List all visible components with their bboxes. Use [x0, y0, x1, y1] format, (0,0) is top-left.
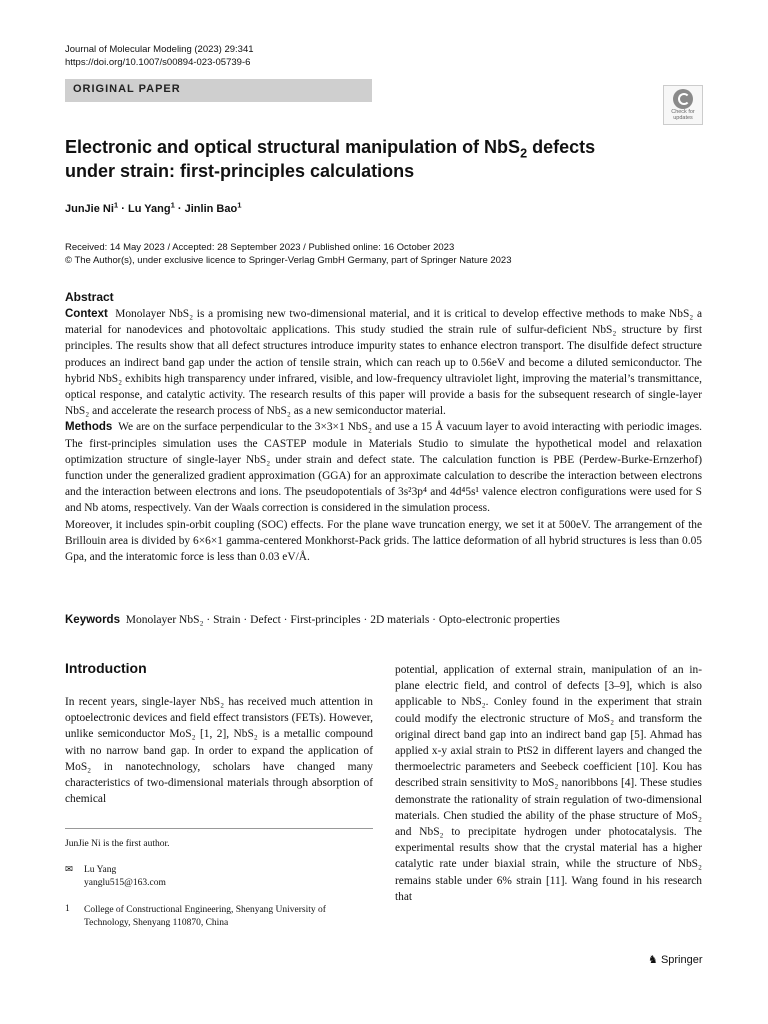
keywords-label: Keywords: [65, 614, 120, 626]
journal-citation: Journal of Molecular Modeling (2023) 29:341: [65, 44, 254, 55]
check-updates-line2: updates: [673, 115, 693, 121]
article-type-banner: [65, 79, 372, 102]
corresponding-email[interactable]: yanglu515@163.com: [84, 877, 166, 888]
author-name[interactable]: JunJie Ni: [65, 203, 114, 215]
title-line2: under strain: first-principles calculations: [65, 161, 415, 181]
context-text: Monolayer NbS₂ is a promising new two-dimensional material, and it is critical to develop effective methods to make NbS₂ a material for nanodevices and photovoltaic applications. This study studied the strain rule of sulfur-deficient NbS₂ structure by first principles. The results show that all defect structures introduce impurity states to enhance electron transport. The disulfide defect structure produces an indirect band gap under the action of tensile strain, which can reach up to 0.56eV and become a diluted semiconductor. The hybrid NbS₂ exhibits high transparency under infrared, visible, and low-frequency ultraviolet light, improving the material’s transmittance, optical response, and catalytic activity. The research results of this paper will provide a basis for the subsequent research of single-layer NbS₂ and accelerate the research process of NbS₂ as a new semiconductor material.: [65, 308, 702, 418]
intro-column-right: [395, 662, 702, 905]
doi-link[interactable]: https://doi.org/10.1007/s00894-023-05739-6: [65, 57, 251, 68]
copyright-line: © The Author(s), under exclusive licence to Springer-Verlag GmbH Germany, part of Springer Nature 2023: [65, 255, 512, 266]
footnote-divider: [65, 828, 373, 829]
springer-horse-icon: ♞: [648, 954, 658, 966]
publisher-name: Springer: [660, 954, 703, 966]
publication-dates: [65, 241, 512, 267]
author-list: [65, 200, 242, 215]
first-author-note: JunJie Ni is the first author.: [65, 839, 170, 849]
abstract-body: [65, 306, 702, 565]
intro-paragraph-right: potential, application of external strain, manipulation of an in-plane electric field, and control of defects [3–9], which is also applicable to NbS₂. Conley found in the experiment that strain could modify the electronic structure of MoS₂ and transform the original direct band gap into an indirect band gap [5]. Ahmad has applied x-y axial strain to PtS2 in different layers and changed the thermoelectric parameters and Seebeck coefficient [10]. Kou has described strain sensitivity to MoS₂ nanoribbons [4]. These studies demonstrate the rationality of strain regulation of two-dimensional materials. Chen studied the ability of the phase structure of MoS₂ and NbS₂ to precipitate hydrogen under photocatalysis. The experimental results show that the crystal material has a higher catalytic rate under biaxial strain, while the structure of NbS₂ remains stable under 6% strain [11]. Wang found in his research that: [395, 664, 702, 903]
abstract-methods-cont: Moreover, it includes spin-orbit coupling (SOC) effects. For the plane wave truncation energy, we set it at 500eV. The arrangement of the Brillouin area is divided by 6×6×1 gamma-centered Monkhorst-Pack grids. The lattice deformation of all hybrid structures is less than 0.05 Gpa, and the interatomic force is less than 0.03 eV/Å.: [65, 518, 702, 564]
title-line1-b: defects: [527, 137, 596, 157]
methods-label: Methods: [65, 421, 113, 434]
abstract-methods: [65, 419, 702, 516]
author-affil-sup: 1: [170, 200, 175, 210]
article-type-label: ORIGINAL PAPER: [73, 83, 181, 95]
publisher-footer: [648, 953, 703, 966]
keywords-text: Monolayer NbS₂ · Strain · Defect · First-principles · 2D materials · Opto-electronic properties: [125, 614, 560, 626]
affiliation-number: 1: [65, 904, 70, 914]
author-separator: ·: [118, 203, 128, 215]
title-line1-a: Electronic and optical structural manipulation of NbS: [65, 137, 521, 157]
check-updates-line1: Check for: [671, 109, 695, 115]
title-line1-sub: 2: [520, 146, 528, 161]
journal-header: [65, 43, 254, 69]
corresponding-author: [84, 864, 166, 889]
received-dates: Received: 14 May 2023 / Accepted: 28 September 2023 / Published online: 16 October 2023: [65, 242, 455, 253]
intro-paragraph-left: In recent years, single-layer NbS₂ has received much attention in optoelectronic devices and field effect transistors (FETs). However, unlike semiconductor MoS₂ [1, 2], NbS₂ is a metallic compound with no narrow band gap. In order to expand the application of MoS₂ in nanotechnology, scholars have changed many characteristics of two-dimensional materials through absorption of chemical: [65, 696, 373, 806]
abstract-context: [65, 306, 702, 419]
author-affil-sup: 1: [237, 200, 242, 210]
envelope-icon: ✉: [65, 865, 73, 875]
introduction-heading: Introduction: [65, 660, 147, 676]
keywords: [65, 614, 560, 626]
author-name[interactable]: Lu Yang: [127, 203, 171, 215]
intro-column-left: [65, 694, 373, 807]
abstract-heading: Abstract: [65, 290, 114, 304]
check-for-updates-badge[interactable]: [663, 85, 703, 125]
affiliation-text: College of Constructional Engineering, Shenyang University of Technology, Shenyang 110870, China: [84, 905, 326, 928]
author-name[interactable]: Jinlin Bao: [184, 203, 238, 215]
author-affil-sup: 1: [113, 200, 119, 210]
check-updates-icon: [673, 89, 693, 109]
context-label: Context: [65, 308, 108, 320]
author-separator: ·: [174, 203, 185, 215]
methods-text: We are on the surface perpendicular to the 3×3×1 NbS₂ and use a 15 Å vacuum layer to avoid interacting with periodic images. The first-principles simulation uses the CASTEP module in Materials Studio to simulate the hypothetical model and relaxation optimization structure of single-layer NbS₂ under strain and defect state. The calculation function is PBE (Perdew-Burke-Ernzerhof) function under the generalized gradient approximation (GGA) for an approximate calculation to describe the interaction between electrons and the interaction between electrons and ions. The pseudopotentials of 3s²3p⁴ and 4d⁴5s¹ valence electron configurations were used for S and Nb atoms, respectively. Van der Waals correction is considered in the simulation process.: [65, 421, 702, 515]
corresponding-name: Lu Yang: [84, 865, 117, 875]
paper-title: [65, 135, 685, 183]
